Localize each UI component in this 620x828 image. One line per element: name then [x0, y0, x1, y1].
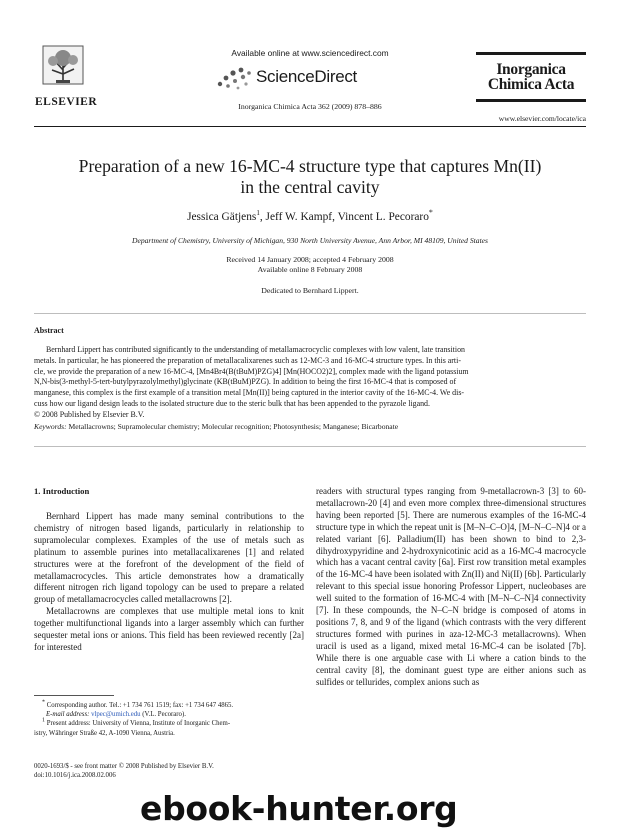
journal-logo-line2: Chimica Acta — [487, 76, 575, 93]
received-accepted-dates: Received 14 January 2008; accepted 4 February 2008 — [226, 255, 394, 264]
available-online-text: Available online at www.sciencedirect.com — [231, 48, 389, 58]
intro-paragraph: Bernhard Lippert has made many seminal contributions to the chemistry of nitrogen based ligands, particularly in relationship to supramolecular complexes. Examples of the use of metals such as platinum to assemble purines into metallacalixarenes [1] and related structures were at the forefront of the development of the field of metallamacrocycles. This article demonstrates how a dramatically different nitrogen rich ligand topology can be used to prepare a related group of metallamacrocycles called metallacrowns [2]. — [34, 511, 304, 605]
corresponding-author-footnote — [34, 701, 304, 710]
email-link[interactable]: vlpec@umich.edu — [91, 711, 141, 719]
email-footnote — [34, 710, 304, 719]
journal-url-link[interactable]: www.elsevier.com/locate/ica — [498, 114, 586, 123]
keywords-label: Keywords: — [34, 422, 67, 431]
present-address-line1: Present address: University of Vienna, Institute of Inorganic Chem- — [46, 720, 231, 728]
copyright-line: © 2008 Published by Elsevier B.V. — [34, 409, 145, 419]
article-title-line2: in the central cavity — [240, 177, 380, 197]
keywords — [34, 422, 398, 431]
sciencedirect-logo: ScienceDirect — [256, 67, 357, 86]
journal-logo — [476, 52, 586, 102]
footnote-rule — [34, 695, 114, 696]
issn-line: 0020-1693/$ - see front matter © 2008 Published by Elsevier B.V. — [34, 763, 214, 770]
abstract-line: metals. In particular, he has pioneered the preparation of metallacalixarenes such as 12-MC-3 and 16-MC-4 structure types. In this arti- — [34, 355, 461, 365]
footnote-mark: * — [42, 699, 45, 706]
abstract-heading: Abstract — [34, 326, 64, 335]
author-gatjens: Jessica Gätjens — [187, 211, 257, 223]
intro-left-column — [34, 511, 304, 654]
elsevier-tree-logo — [40, 44, 86, 94]
corresponding-author-mark: * — [428, 208, 433, 218]
present-address-line2: istry, Währinger Straße 42, A-1090 Vienna, Austria. — [34, 729, 175, 737]
article-title-line1: Preparation of a new 16-MC-4 structure type that captures Mn(II) — [78, 156, 542, 176]
abstract-line: cuss how our ligand design leads to the isolated structure due to the steric bulk that has been appended to the pyrazole ligand. — [34, 398, 430, 408]
article-title — [34, 156, 586, 198]
intro-paragraph: Metallacrowns are complexes that use multiple metal ions to knit together multifunctional ligands into a larger assembly which can further sequester metal ions or anions. This field has been reviewed recently [2a] for interested — [34, 606, 304, 652]
dedication: Dedicated to Bernhard Lippert. — [261, 286, 359, 295]
affiliation: Department of Chemistry, University of Michigan, 930 North University Avenue, Ann Arbor, MI 48109, United States — [131, 236, 489, 245]
footnote-mark: 1 — [42, 718, 45, 725]
section-heading-introduction: 1. Introduction — [34, 486, 90, 496]
journal-citation: Inorganica Chimica Acta 362 (2009) 878–886 — [238, 102, 382, 111]
intro-paragraph: readers with structural types ranging from 9-metallacrown-3 [3] to 60-metallacrown-20 [4] and even more complex three-dimensional structures having been reported [5]. There are numerous examples of the 16-MC-4 structure type in which the repeat unit is [M–N–C–O]4, [M–N–C–N]4 or a related variant [6]. Palladium(II) has been shown to bind to 2,3-dihydroxypyridine and 2-hydroxynicotinic acid as a 16-MC-4 macrocycle which has a vacant central cavity [6a]. First row transition metal examples of the 16-MC-4 have been isolated with Zn(II) and Ni(II) [6b]. Particularly relevant to this special issue honoring Professor Lippert, nucleobases are well suited to the formation of 16-MC-4 with [M–N–C–N]4 connectivity [7]. In these compounds, the N–C–N bridge is composed of atoms in positions 7, 8, and 9 of the ligand (which contrasts with the very different structures formed with purines in aza-12-MC-3 metallacrowns). When uracil is used as a ligand, mixed metal 16-MC-4 can be isolated [7b]. While there is one arguable case with Li where a cation binds to the central cavity [8], the dominant guest type are either anions such as sulfides or tellurides, complex anions such as — [316, 486, 586, 687]
article-dates — [34, 255, 586, 275]
doi-line[interactable]: doi:10.1016/j.ica.2008.02.006 — [34, 772, 116, 779]
front-matter-info — [34, 762, 214, 780]
abstract-line: Bernhard Lippert has contributed significantly to the understanding of metallamacrocyclic complexes with low valent, late transition — [46, 345, 465, 354]
author-kampf-pecoraro: , Jeff W. Kampf, Vincent L. Pecoraro — [259, 211, 429, 223]
email-label: E-mail address: — [46, 711, 90, 719]
author-list — [34, 208, 586, 223]
abstract-top-rule — [34, 313, 586, 314]
journal-logo-line1: Inorganica — [496, 61, 566, 78]
author-footnote-mark: 1 — [256, 209, 260, 218]
intro-right-column — [316, 486, 586, 688]
abstract-line: cle, we provide the preparation of a new 16-MC-4, [Mn4Br4(B(tBuM)PZG)4] [Mn(HOCO2)2], complex made with the ligand potassium — [34, 366, 469, 376]
publisher-name: ELSEVIER — [35, 96, 98, 108]
abstract-bottom-rule — [34, 446, 586, 447]
header-rule — [34, 126, 586, 127]
abstract-line: N,N-bis(3-methyl-5-tert-butylpyrazolylmethyl)glycinate (KB(tBuM)PZG). In addition to being the first 16-MC-4 that is composed of — [34, 377, 457, 387]
footnotes — [34, 701, 304, 738]
corresponding-contact: Corresponding author. Tel.: +1 734 761 1519; fax: +1 734 647 4865. — [46, 702, 234, 709]
sciencedirect-dots-icon — [214, 64, 254, 92]
watermark-text: ebook-hunter.org — [140, 789, 458, 828]
keywords-list: Metallacrowns; Supramolecular chemistry; Molecular recognition; Photosynthesis; Manganese; Bicarbonate — [66, 422, 399, 431]
email-owner: (V.L. Pecoraro). — [140, 711, 186, 719]
available-online-date: Available online 8 February 2008 — [257, 265, 363, 274]
abstract-line: manganese, this complex is the first example of a transition metal [Mn(II)] being captured in the interior cavity of the 16-MC-4. We dis- — [34, 388, 465, 398]
abstract-body — [34, 345, 586, 421]
present-address-footnote — [34, 719, 304, 728]
